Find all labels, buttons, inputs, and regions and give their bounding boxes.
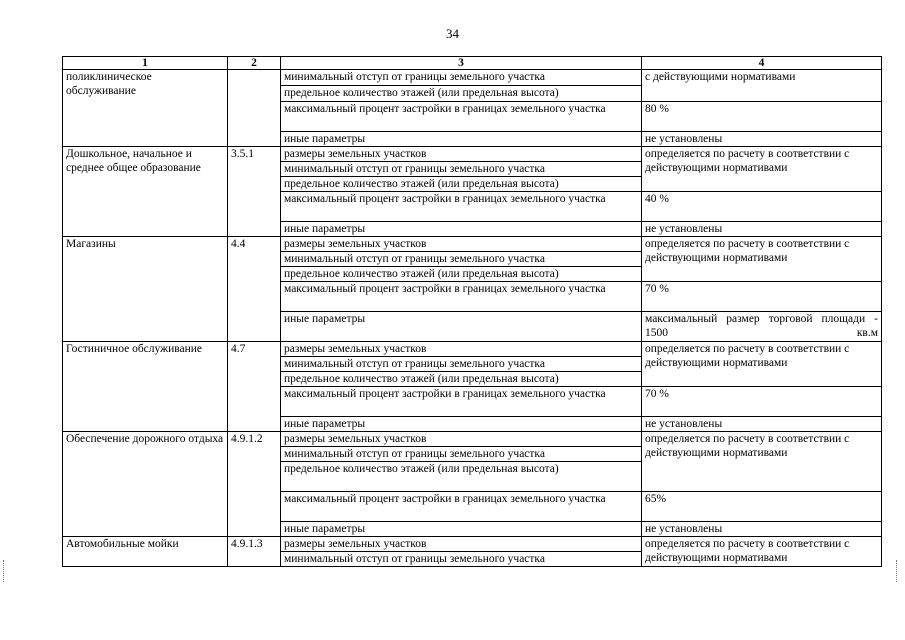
- parameter-cell: размеры земельных участков: [281, 342, 642, 357]
- table-row: [63, 147, 882, 162]
- value-cell: не установлены: [642, 417, 882, 432]
- table-row: [63, 70, 882, 86]
- scan-edge-mark: [896, 560, 900, 582]
- zoning-parameters-table: [62, 56, 882, 567]
- parameter-cell: иные параметры: [281, 312, 642, 342]
- header-col-4: 4: [642, 57, 882, 70]
- value-cell: не установлены: [642, 522, 882, 537]
- parameter-cell: иные параметры: [281, 222, 642, 237]
- use-code-cell: 4.4: [228, 237, 281, 342]
- use-code-cell: 4.9.1.2: [228, 432, 281, 537]
- table-row: [63, 342, 882, 357]
- table-row: [63, 432, 882, 447]
- parameter-cell: предельное количество этажей (или предельная высота): [281, 462, 642, 492]
- value-cell: определяется по расчету в соответствии с действующими нормативами: [642, 537, 882, 567]
- value-cell: не установлены: [642, 222, 882, 237]
- use-code-cell: 4.9.1.3: [228, 537, 281, 567]
- value-cell: 70 %: [642, 387, 882, 417]
- use-code-cell: [228, 70, 281, 147]
- value-cell: определяется по расчету в соответствии с действующими нормативами: [642, 432, 882, 492]
- parameter-cell: предельное количество этажей (или предельная высота): [281, 372, 642, 387]
- header-col-1: 1: [63, 57, 228, 70]
- header-col-3: 3: [281, 57, 642, 70]
- parameter-cell: максимальный процент застройки в границах земельного участка: [281, 282, 642, 312]
- value-cell: 80 %: [642, 102, 882, 132]
- parameter-cell: максимальный процент застройки в границах земельного участка: [281, 492, 642, 522]
- parameter-cell: иные параметры: [281, 522, 642, 537]
- table-row: [63, 237, 882, 252]
- table-row: [63, 537, 882, 552]
- use-type-cell: Дошкольное, начальное и среднее общее образование: [63, 147, 228, 237]
- parameter-cell: минимальный отступ от границы земельного участка: [281, 70, 642, 86]
- page-number: 34: [446, 26, 459, 41]
- parameter-cell: размеры земельных участков: [281, 537, 642, 552]
- parameter-cell: минимальный отступ от границы земельного участка: [281, 252, 642, 267]
- value-cell: 70 %: [642, 282, 882, 312]
- parameter-cell: предельное количество этажей (или предельная высота): [281, 86, 642, 102]
- parameter-cell: минимальный отступ от границы земельного участка: [281, 552, 642, 567]
- parameter-cell: размеры земельных участков: [281, 147, 642, 162]
- table-header-row: [63, 57, 882, 70]
- parameter-cell: максимальный процент застройки в границах земельного участка: [281, 102, 642, 132]
- scan-edge-mark: [3, 560, 7, 582]
- use-type-cell: поликлиническое обслуживание: [63, 70, 228, 147]
- use-type-cell: Автомобильные мойки: [63, 537, 228, 567]
- use-code-cell: 4.7: [228, 342, 281, 432]
- value-cell: с действующими нормативами: [642, 70, 882, 102]
- parameter-cell: минимальный отступ от границы земельного участка: [281, 162, 642, 177]
- value-cell: определяется по расчету в соответствии с действующими нормативами: [642, 237, 882, 282]
- parameter-cell: иные параметры: [281, 132, 642, 147]
- parameter-cell: размеры земельных участков: [281, 237, 642, 252]
- parameter-cell: минимальный отступ от границы земельного участка: [281, 357, 642, 372]
- use-type-cell: Магазины: [63, 237, 228, 342]
- value-cell: определяется по расчету в соответствии с действующими нормативами: [642, 147, 882, 192]
- parameter-cell: предельное количество этажей (или предельная высота): [281, 267, 642, 282]
- value-cell: не установлены: [642, 132, 882, 147]
- parameter-cell: минимальный отступ от границы земельного участка: [281, 447, 642, 462]
- value-cell: максимальный размер торговой площади - 1500 кв.м: [642, 312, 882, 342]
- value-cell: 65%: [642, 492, 882, 522]
- value-cell: 40 %: [642, 192, 882, 222]
- use-type-cell: Обеспечение дорожного отдыха: [63, 432, 228, 537]
- parameter-cell: предельное количество этажей (или предельная высота): [281, 177, 642, 192]
- parameter-cell: максимальный процент застройки в границах земельного участка: [281, 387, 642, 417]
- use-type-cell: Гостиничное обслуживание: [63, 342, 228, 432]
- header-col-2: 2: [228, 57, 281, 70]
- parameter-cell: иные параметры: [281, 417, 642, 432]
- parameter-cell: размеры земельных участков: [281, 432, 642, 447]
- parameter-cell: максимальный процент застройки в границах земельного участка: [281, 192, 642, 222]
- value-cell: определяется по расчету в соответствии с действующими нормативами: [642, 342, 882, 387]
- use-code-cell: 3.5.1: [228, 147, 281, 237]
